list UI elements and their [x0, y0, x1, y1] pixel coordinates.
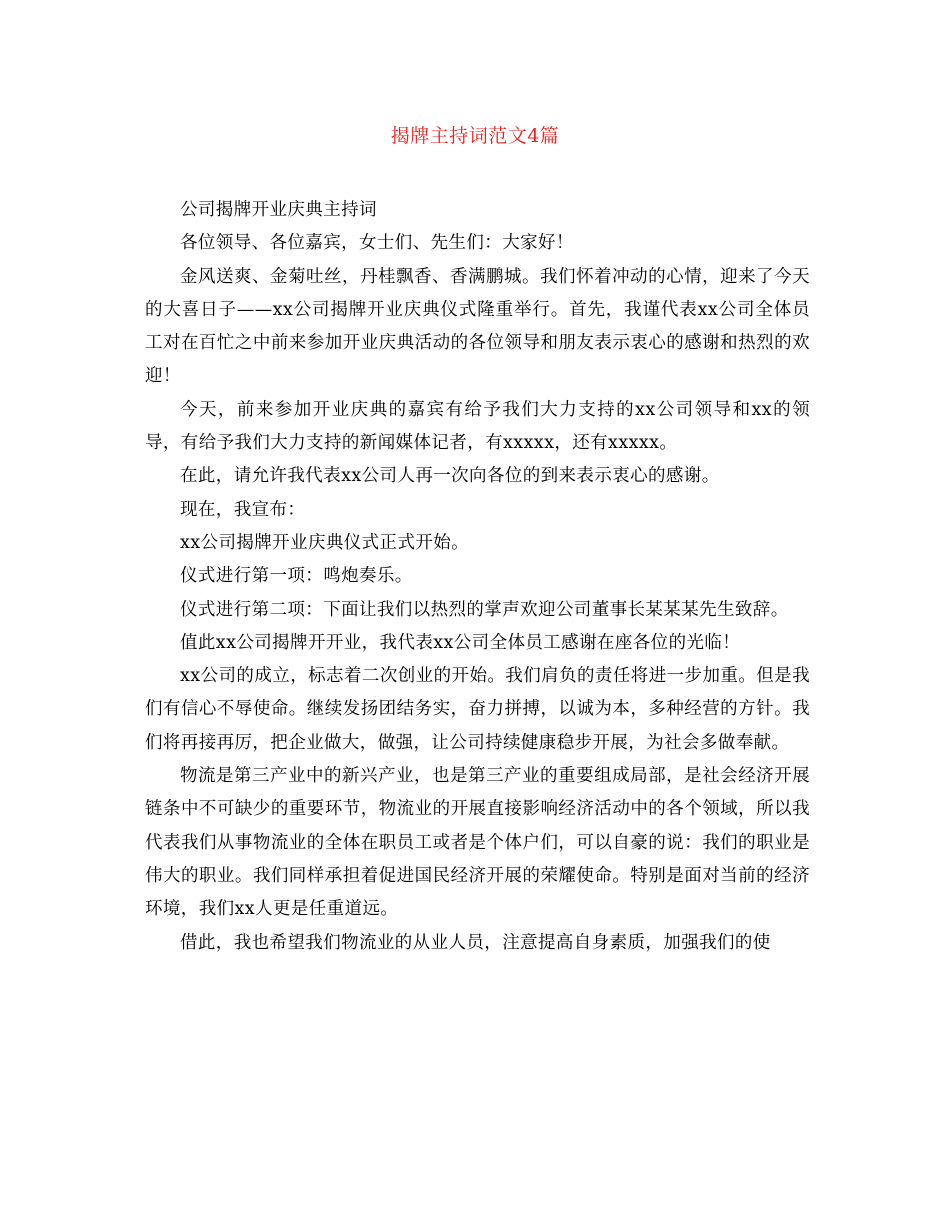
paragraph: 物流是第三产业中的新兴产业，也是第三产业的重要组成局部，是社会经济开展链条中不可缺少的重要环节，物流业的开展直接影响经济活动中的各个领域，所以我代表我们从事物流业的全体在职员工或者是个体户们，可以自豪的说：我们的职业是伟大的职业。我们同样承担着促进国民经济开展的荣耀使命。特别是面对当前的经济环境，我们xx人更是任重道远。	[145, 766, 810, 920]
paragraph: 仪式进行第一项：鸣炮奏乐。	[180, 566, 413, 587]
paragraph: 在此，请允许我代表xx公司人再一次向各位的到来表示衷心的感谢。	[180, 466, 720, 487]
paragraph-greeting: 各位领导、各位嘉宾，女士们、先生们：大家好！	[180, 233, 574, 254]
document-body	[145, 194, 810, 960]
document-title: 揭牌主持词范文4篇	[390, 125, 560, 147]
paragraph: 今天，前来参加开业庆典的嘉宾有给予我们大力支持的xx公司领导和xx的领导，有给予我们大力支持的新闻媒体记者，有xxxxx，还有xxxxx。	[145, 399, 810, 454]
paragraph: xx公司的成立，标志着二次创业的开始。我们肩负的责任将进一步加重。但是我们有信心不辱使命。继续发扬团结务实，奋力拼搏，以诚为本，多种经营的方针。我们将再接再厉，把企业做大，做强，让公司持续健康稳步开展，为社会多做奉献。	[145, 666, 810, 753]
paragraph: 借此，我也希望我们物流业的从业人员，注意提高自身素质，加强我们的使	[180, 932, 771, 953]
paragraph: 现在，我宣布：	[180, 499, 306, 520]
paragraph: 仪式进行第二项：下面让我们以热烈的掌声欢迎公司董事长某某某先生致辞。	[180, 599, 789, 620]
paragraph: xx公司揭牌开业庆典仪式正式开始。	[180, 532, 470, 553]
paragraph: 值此xx公司揭牌开开业，我代表xx公司全体员工感谢在座各位的光临！	[180, 632, 741, 653]
paragraph-heading: 公司揭牌开业庆典主持词	[180, 200, 377, 220]
paragraph: 金风送爽、金菊吐丝，丹桂飘香、香满鹏城。我们怀着冲动的心情，迎来了今天的大喜日子——xx公司揭牌开业庆典仪式隆重举行。首先，我谨代表xx公司全体员工对在百忙之中前来参加开业庆典活动的各位领导和朋友表示衷心的感谢和热烈的欢迎！	[145, 266, 810, 387]
